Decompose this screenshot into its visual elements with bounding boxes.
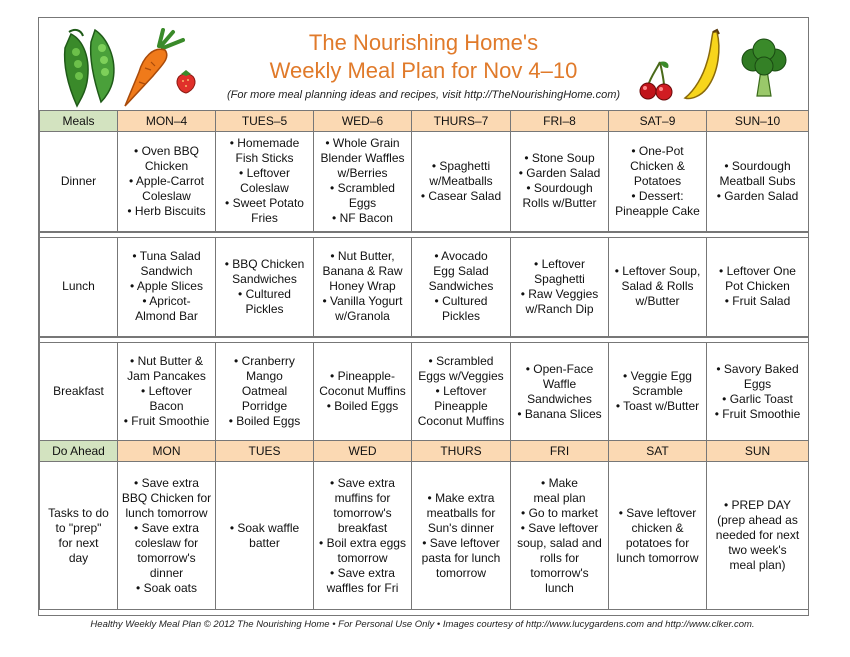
meal-cell (707, 343, 809, 441)
header (39, 18, 808, 110)
cell-line: • Soak waffle (229, 520, 300, 535)
meal-cell (216, 237, 314, 337)
cell-line: w/Meatballs (429, 173, 493, 188)
cell-line: Almond Bar (135, 309, 198, 324)
cell-line: • Boiled Eggs (326, 399, 399, 413)
cell-line: • Nut Butter, (330, 249, 395, 264)
cell-line: chicken & (631, 520, 684, 535)
day-header: SUN–10 (707, 111, 809, 132)
day-header: TUES (216, 441, 314, 462)
cell-line: potatoes for (625, 535, 690, 550)
cell-line: Fish Sticks (235, 151, 294, 166)
cell-line: meal plan (533, 490, 586, 505)
meal-cell (707, 132, 809, 232)
cell-line: • Spaghetti (431, 158, 491, 173)
cell-line: Salad & Rolls (621, 279, 694, 294)
day-header: THURS–7 (412, 111, 511, 132)
cell-line: two week's (728, 543, 787, 557)
cell-line: • Garden Salad (716, 188, 799, 203)
cherries-icon (638, 60, 674, 102)
cell-line: • Dessert: (631, 188, 684, 203)
cell-line: needed for next (715, 528, 800, 542)
task-cell (511, 462, 609, 610)
meal-cell (314, 237, 412, 337)
do-ahead-header: Do Ahead (40, 441, 118, 462)
cell-line: Pot Chicken (725, 279, 790, 294)
cell-line: Rolls w/Butter (522, 196, 597, 211)
cell-line: • Homemade (229, 136, 300, 151)
day-header: TUES–5 (216, 111, 314, 132)
cell-line: • Save extra (330, 475, 395, 490)
day-header: SAT–9 (609, 111, 707, 132)
day-header: WED–6 (314, 111, 412, 132)
task-cell (216, 462, 314, 610)
cell-line: • Sourdough (724, 158, 791, 173)
cell-line: Sun's dinner (427, 520, 495, 535)
task-cell (707, 462, 809, 610)
day-header: THURS (412, 441, 511, 462)
cell-line: tomorrow (435, 565, 486, 580)
cell-line: Tasks to do (48, 505, 109, 520)
cell-line: tomorrow (337, 550, 388, 565)
day-header: WED (314, 441, 412, 462)
cell-line: • Fruit Smoothie (714, 406, 801, 421)
day-header: MON–4 (118, 111, 216, 132)
cell-line: Eggs w/Veggies (418, 369, 504, 383)
tagline: (For more meal planning ideas and recipes, visit http://TheNourishingHome.com) (226, 89, 621, 101)
cell-line: Meatball Subs (719, 173, 796, 188)
cell-line: (prep ahead as (717, 513, 798, 527)
cell-line: • Tuna Salad (132, 249, 201, 264)
cell-line: Sandwiches (527, 391, 592, 406)
cell-line: • NF Bacon (332, 211, 393, 226)
meal-cell (118, 343, 216, 441)
cell-line: Bacon (149, 399, 184, 413)
cell-line: Egg Salad (433, 264, 489, 279)
day-header: SAT (609, 441, 707, 462)
meal-cell (412, 237, 511, 337)
meal-cell (314, 343, 412, 441)
cell-line: • One-Pot (631, 143, 684, 158)
cell-line: • Nut Butter & (130, 354, 203, 368)
cell-line: • Save leftover (618, 505, 697, 520)
cell-line: • Save extra (330, 565, 395, 580)
meal-cell (314, 132, 412, 232)
page-subtitle: Weekly Meal Plan for Nov 4–10 (269, 58, 578, 83)
meal-cell (707, 237, 809, 337)
meal-plan-table (39, 110, 809, 610)
row-label-tasks (40, 462, 118, 610)
cell-line: tomorrow's (333, 505, 392, 520)
cell-line: • Save extra (134, 520, 199, 535)
cell-line: w/Ranch Dip (525, 301, 594, 316)
cell-line: • Fruit Salad (724, 294, 791, 309)
meal-cell (216, 343, 314, 441)
cell-line: tomorrow's (137, 550, 196, 565)
cell-line: lunch tomorrow (616, 550, 699, 565)
cell-line: w/Berries (337, 166, 388, 181)
cell-line: meatballs for (426, 505, 496, 520)
cell-line: • Whole Grain (325, 136, 400, 151)
cell-line: muffins for (334, 490, 391, 505)
cell-line: Jam Pancakes (127, 369, 206, 383)
dinner-row (40, 132, 809, 232)
breakfast-row (40, 343, 809, 441)
meal-cell (511, 237, 609, 337)
cell-line: BBQ Chicken for (121, 490, 212, 505)
cell-line: • BBQ Chicken (224, 256, 305, 271)
cell-line: Spaghetti (534, 271, 585, 286)
cell-line: • Sourdough (526, 181, 593, 196)
row-label-dinner: Dinner (40, 132, 118, 232)
cell-line: • Scrambled (330, 181, 395, 196)
cell-line: Blender Waffles (320, 151, 405, 166)
meal-cell (511, 132, 609, 232)
cell-line: Pickles (245, 301, 284, 316)
cell-line: pasta for lunch (421, 550, 501, 565)
cell-line: breakfast (337, 520, 388, 535)
cell-line: • Raw Veggies (520, 286, 599, 301)
footer: Healthy Weekly Meal Plan © 2012 The Nourishing Home • For Personal Use Only • Images courtesy of http://www.lucygardens.com and http://www.clker.com. (90, 619, 755, 630)
cell-line: soup, salad and (517, 535, 602, 550)
meal-cell (412, 132, 511, 232)
cell-line: w/Granola (335, 309, 390, 324)
meal-cell (118, 237, 216, 337)
cell-line: • Stone Soup (524, 151, 595, 166)
cell-line: • Boiled Eggs (228, 414, 301, 428)
cell-line: Potatoes (633, 173, 682, 188)
cell-line: • Vanilla Yogurt (322, 294, 403, 309)
task-cell (412, 462, 511, 610)
cell-line: • Herb Biscuits (127, 203, 206, 218)
tasks-row (40, 462, 809, 610)
cell-line: Honey Wrap (329, 279, 396, 294)
row-label-breakfast: Breakfast (40, 343, 118, 441)
cell-line: Coconut Muffins (417, 414, 505, 428)
cell-line: • Leftover (239, 166, 290, 181)
day-header: SUN (707, 441, 809, 462)
cell-line: waffles for Fri (326, 580, 399, 595)
cell-line: Sandwich (140, 264, 193, 279)
cell-line: lunch tomorrow (125, 505, 208, 520)
cell-line: tomorrow's (530, 565, 589, 580)
cell-line: day (68, 550, 89, 565)
row-label-lunch: Lunch (40, 237, 118, 337)
cell-line: • Leftover One (719, 264, 796, 279)
banana-icon (681, 28, 731, 102)
meals-header: Meals (40, 111, 118, 132)
cell-line: • Oven BBQ (134, 143, 199, 158)
broccoli-icon (739, 38, 791, 100)
pea-pod-icon (61, 28, 123, 108)
do-ahead-header-row (40, 441, 809, 462)
cell-line: • Soak oats (136, 580, 197, 595)
cell-line: • Make (541, 475, 578, 490)
cell-line: • Scrambled (428, 354, 494, 368)
cell-line: • Leftover (534, 256, 585, 271)
cell-line: Mango (246, 369, 283, 383)
task-cell (118, 462, 216, 610)
cell-line: • Make extra (427, 490, 495, 505)
cell-line: Pickles (441, 309, 480, 324)
cell-line: to "prep" (55, 520, 102, 535)
strawberry-icon (173, 68, 199, 94)
cell-line: Pineapple (434, 399, 488, 413)
column-header-row (40, 111, 809, 132)
cell-line: • Apricot- (142, 294, 191, 309)
cell-line: • Pineapple- (330, 369, 395, 383)
cell-line: batter (249, 535, 280, 550)
cell-line: • Garden Salad (518, 166, 601, 181)
cell-line: Scramble (632, 384, 683, 398)
cell-line: • Veggie Egg (623, 369, 692, 383)
cell-line: Sandwiches (232, 271, 297, 286)
meal-cell (216, 132, 314, 232)
cell-line: • Go to market (521, 505, 598, 520)
day-header: FRI (511, 441, 609, 462)
cell-line: • Cultured (434, 294, 488, 309)
cell-line: Oatmeal (241, 384, 288, 398)
cell-line: Pineapple Cake (615, 203, 700, 218)
cell-line: • Cranberry (234, 354, 295, 368)
page-title: The Nourishing Home's (308, 30, 539, 55)
cell-line: • Boil extra eggs (319, 535, 406, 550)
cell-line: • Open-Face (525, 361, 594, 376)
cell-line: • Save leftover (422, 535, 500, 550)
meal-cell (118, 132, 216, 232)
cell-line: meal plan) (729, 558, 786, 572)
cell-line: Banana & Raw (322, 264, 403, 279)
cell-line: Coleslaw (240, 181, 289, 196)
cell-line: rolls for (539, 550, 580, 565)
day-header: MON (118, 441, 216, 462)
cell-line: lunch (545, 580, 574, 595)
cell-line: • Leftover (141, 384, 192, 398)
cell-line: Fries (251, 211, 278, 226)
cell-line: • Save leftover (520, 520, 599, 535)
cell-line: • Garlic Toast (722, 391, 793, 406)
cell-line: • Leftover Soup, (614, 264, 701, 279)
cell-line: Porridge (241, 399, 288, 413)
meal-cell (609, 237, 707, 337)
meal-cell (511, 343, 609, 441)
cell-line: • Fruit Smoothie (123, 414, 210, 428)
day-header: FRI–8 (511, 111, 609, 132)
cell-line: • Apple Slices (130, 279, 203, 294)
meal-cell (412, 343, 511, 441)
cell-line: • PREP DAY (723, 498, 792, 512)
cell-line: Chicken & (630, 158, 685, 173)
cell-line: • Avocado (434, 249, 488, 264)
task-cell (609, 462, 707, 610)
cell-line: • Banana Slices (517, 406, 602, 421)
cell-line: Coleslaw (142, 188, 191, 203)
cell-line: Chicken (144, 158, 189, 173)
cell-line: Eggs (743, 376, 772, 391)
cell-line: • Savory Baked (716, 361, 799, 376)
cell-line: • Cultured (238, 286, 291, 301)
cell-line: Sandwiches (428, 279, 494, 294)
cell-line: • Leftover (435, 384, 487, 398)
cell-line: w/Butter (635, 294, 680, 309)
task-cell (314, 462, 412, 610)
cell-line: coleslaw for (134, 535, 199, 550)
lunch-row (40, 237, 809, 337)
cell-line: • Casear Salad (420, 188, 502, 203)
cell-line: • Save extra (134, 475, 199, 490)
cell-line: Coconut Muffins (319, 384, 406, 398)
meal-cell (609, 343, 707, 441)
cell-line: for next (58, 535, 99, 550)
cell-line: • Toast w/Butter (615, 399, 700, 413)
cell-line: • Apple-Carrot (129, 173, 204, 188)
cell-line: • Sweet Potato (225, 196, 304, 211)
meal-plan-page (38, 17, 809, 616)
cell-line: Waffle (542, 376, 577, 391)
cell-line: Eggs (348, 196, 377, 211)
meal-cell (609, 132, 707, 232)
cell-line: dinner (149, 565, 184, 580)
